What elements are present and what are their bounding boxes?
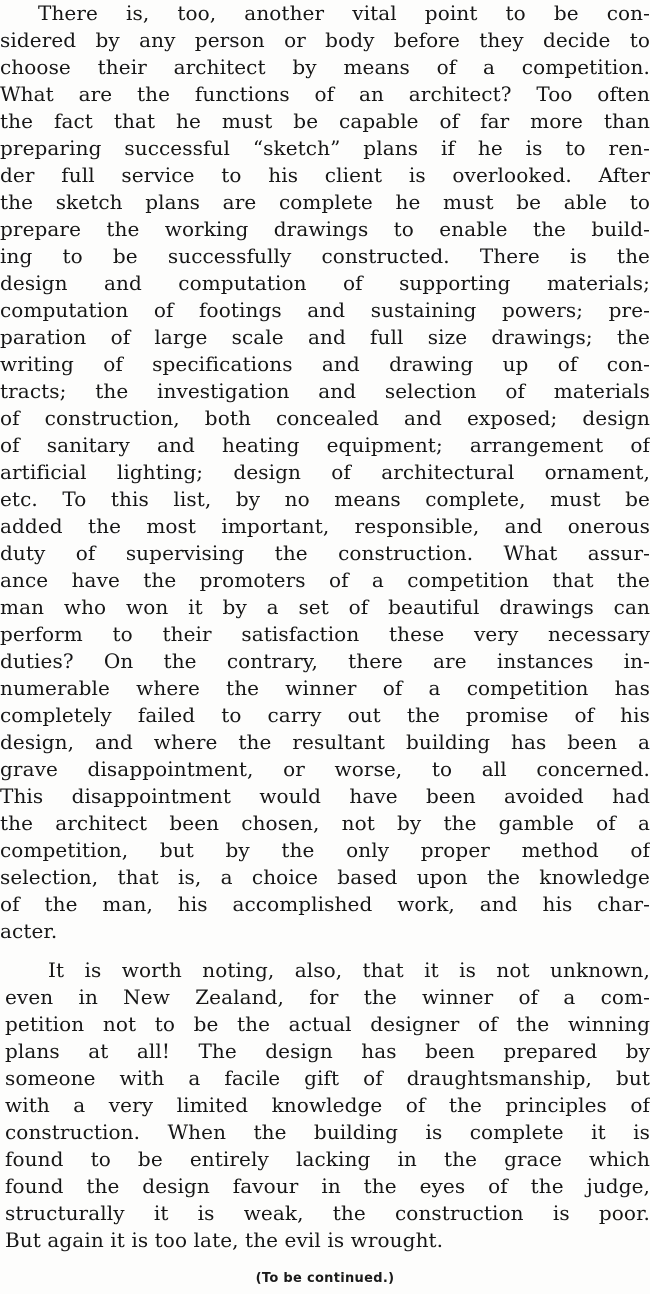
text-line: with a very limited knowledge of the principles of	[5, 1093, 650, 1117]
text-line: design, and where the resultant building has been a	[0, 730, 650, 754]
text-line: sidered by any person or body before they decide to	[0, 28, 650, 52]
text-line: ance have the promoters of a competition that the	[0, 568, 650, 592]
text-line: of the man, his accomplished work, and his char-	[0, 892, 650, 916]
text-line: found to be entirely lacking in the grace which	[5, 1147, 650, 1171]
text-line: But again it is too late, the evil is wrought.	[5, 1228, 444, 1252]
text-line: preparing successful “sketch” plans if he is to ren-	[0, 136, 650, 160]
text-line: the fact that he must be capable of far more than	[0, 109, 650, 133]
text-line: grave disappointment, or worse, to all concerned.	[0, 757, 650, 781]
text-line: construction. When the building is complete it is	[5, 1120, 650, 1144]
text-line: design and computation of supporting materials;	[0, 271, 650, 295]
text-line: added the most important, responsible, and onerous	[0, 514, 650, 538]
text-line: computation of footings and sustaining powers; pre-	[0, 298, 650, 322]
text-line: found the design favour in the eyes of the judge,	[5, 1174, 650, 1198]
text-line: structurally it is weak, the construction is poor.	[5, 1201, 650, 1225]
text-line: der full service to his client is overlooked. After	[0, 163, 650, 187]
text-line: the architect been chosen, not by the gamble of a	[0, 811, 650, 835]
text-line: What are the functions of an architect? Too often	[0, 82, 650, 106]
text-line: prepare the working drawings to enable the build-	[0, 217, 650, 241]
text-line: duties? On the contrary, there are instances in-	[0, 649, 650, 673]
text-line: ing to be successfully constructed. There is the	[0, 244, 650, 268]
text-line: There is, too, another vital point to be con-	[38, 1, 650, 25]
text-line: choose their architect by means of a competition.	[0, 55, 650, 79]
text-line: It is worth noting, also, that it is not unknown,	[48, 958, 650, 982]
text-line: selection, that is, a choice based upon the knowledge	[0, 865, 650, 889]
text-line: of construction, both concealed and exposed; design	[0, 406, 650, 430]
text-line: someone with a facile gift of draughtsmanship, but	[5, 1066, 650, 1090]
text-line: etc. To this list, by no means complete, must be	[0, 487, 650, 511]
text-line: artificial lighting; design of architectural ornament,	[0, 460, 650, 484]
text-line: writing of specifications and drawing up of con-	[0, 352, 650, 376]
text-line: the sketch plans are complete he must be able to	[0, 190, 650, 214]
text-line: completely failed to carry out the promise of his	[0, 703, 650, 727]
text-line: plans at all! The design has been prepared by	[5, 1039, 650, 1063]
text-line: paration of large scale and full size drawings; the	[0, 325, 650, 349]
continuation-note: (To be continued.)	[255, 1271, 395, 1286]
text-line: man who won it by a set of beautiful drawings can	[0, 595, 650, 619]
text-line: petition not to be the actual designer of the winning	[5, 1012, 650, 1036]
text-line: of sanitary and heating equipment; arrangement of	[0, 433, 650, 457]
text-line: even in New Zealand, for the winner of a com-	[5, 985, 650, 1009]
text-line: duty of supervising the construction. What assur-	[0, 541, 650, 565]
text-line: competition, but by the only proper method of	[0, 838, 650, 862]
text-line: perform to their satisfaction these very necessary	[0, 622, 650, 646]
text-line: acter.	[0, 919, 58, 943]
text-line: tracts; the investigation and selection of materials	[0, 379, 650, 403]
text-line: numerable where the winner of a competition has	[0, 676, 650, 700]
text-line: This disappointment would have been avoided had	[0, 784, 650, 808]
